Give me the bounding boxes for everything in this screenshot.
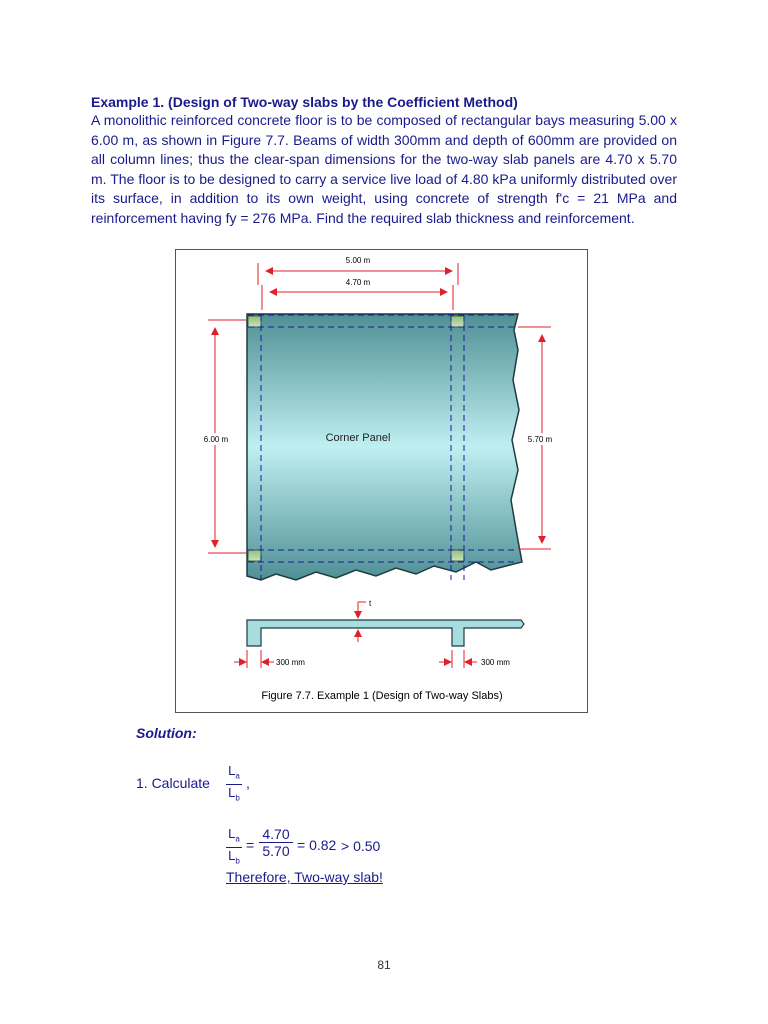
comparison: > 0.50 — [341, 838, 381, 854]
step1-label: 1. Calculate — [136, 775, 210, 791]
solution-heading: Solution: — [136, 725, 197, 741]
mm300-left-label: 300 mm — [276, 658, 305, 667]
la-symbol: L — [228, 763, 236, 778]
la-sub-2: a — [235, 834, 240, 844]
lb-sub: b — [235, 793, 240, 803]
slab-plan — [247, 314, 522, 580]
para-part3: MPa. Find the required slab thickness and reinforcement. — [279, 209, 635, 226]
ratio-fraction-2 — [226, 826, 242, 868]
dim-470-top — [262, 278, 453, 310]
numerator: 4.70 — [259, 826, 293, 843]
dim-570-right — [518, 327, 561, 549]
lb-symbol: L — [228, 784, 236, 800]
lb-symbol-2: L — [228, 847, 236, 863]
para-part1: A monolithic reinforced concrete floor is to be composed of rectangular bays measuring 5.00 x 6.00 m, as shown in Figure 7.7. Beams of width 300mm and depth of 600mm are provided on all column lines; thus the clear-span dimensions for the two-way slab panels are 4.70 x 5.70 m. The floor is to be designed to carry a service live load of 4.80 kPa uniformly distributed over its surface, in addition to its own weight, using concrete of strength — [91, 112, 677, 206]
figure-caption: Figure 7.7. Example 1 (Design of Two-way Slabs) — [261, 690, 503, 702]
value-fraction — [259, 826, 293, 859]
dim-570-label: 5.70 m — [527, 435, 553, 444]
step-1 — [136, 775, 210, 791]
equals-sign: = — [246, 837, 255, 853]
para-part2: MPa and reinforcement having — [91, 190, 677, 226]
column-top-right — [451, 316, 464, 327]
fy-expression: fy = 276 — [225, 209, 276, 226]
step1-tail: , — [246, 775, 250, 791]
dim-470-label: 4.70 m — [345, 278, 371, 287]
slab-section — [247, 620, 524, 646]
page-number: 81 — [377, 958, 391, 972]
corner-panel-label: Corner Panel — [325, 432, 391, 444]
slab-diagram — [176, 250, 587, 712]
la-symbol-2: L — [228, 826, 236, 841]
dim-500-label: 5.00 m — [345, 256, 371, 265]
example-title: Example 1. (Design of Two-way slabs by the Coefficient Method) — [91, 94, 518, 110]
problem-statement — [91, 111, 677, 228]
t-label: t — [369, 599, 372, 608]
column-top-left — [248, 316, 261, 327]
mm300-right-label: 300 mm — [481, 658, 510, 667]
fc-expression: f'c = 21 — [555, 190, 609, 206]
dim-300-right — [439, 650, 510, 668]
ratio-fraction — [226, 763, 242, 805]
result-value: = 0.82 — [297, 837, 337, 853]
dim-600-label: 6.00 m — [203, 435, 229, 444]
column-bottom-left — [248, 550, 261, 561]
lb-sub-2: b — [235, 856, 240, 866]
figure-7-7 — [175, 249, 588, 713]
denominator: 5.70 — [262, 843, 290, 859]
dim-300-left — [234, 650, 305, 668]
la-sub: a — [235, 771, 240, 781]
column-bottom-right — [451, 550, 464, 561]
conclusion: Therefore, Two-way slab! — [226, 869, 383, 885]
dim-600-left — [198, 320, 246, 553]
